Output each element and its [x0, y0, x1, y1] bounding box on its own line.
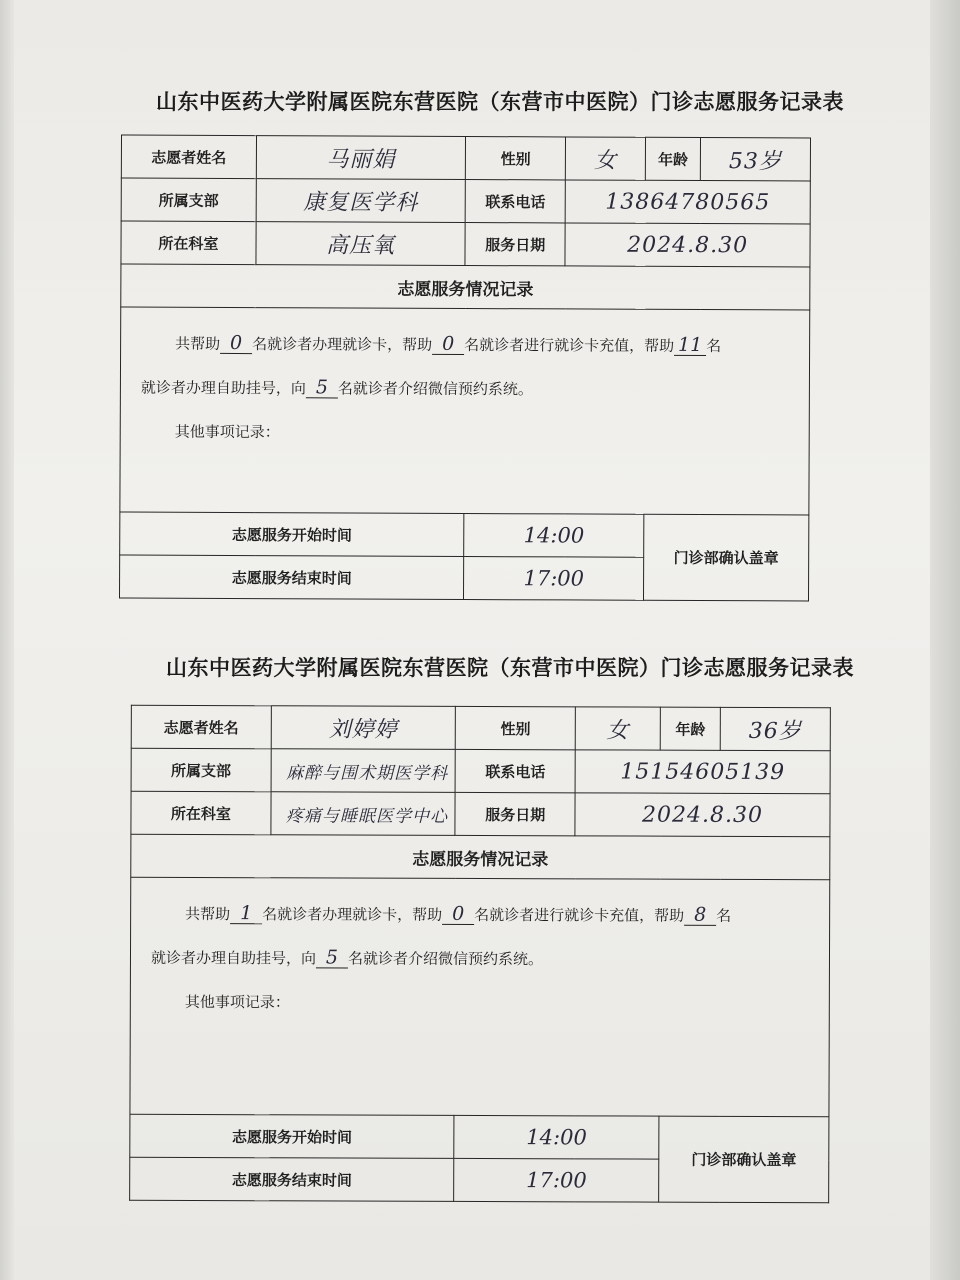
dept-value: 高压氧: [256, 222, 466, 266]
other-notes-label: 其他事项记录：: [184, 992, 290, 1012]
branch-label: 所属支部: [121, 178, 256, 222]
gender-value: 女: [575, 707, 660, 750]
name-label: 志愿者姓名: [131, 705, 271, 748]
dept-label: 所在科室: [121, 221, 256, 265]
age-label: 年龄: [645, 137, 700, 180]
date-value: 2024.8.30: [565, 223, 810, 267]
gender-label: 性别: [466, 137, 566, 180]
record-text: 名就诊者进行就诊卡充值，帮助: [474, 905, 685, 925]
record-text: 名就诊者办理就诊卡，帮助: [252, 335, 433, 354]
record-text: 就诊者办理自助挂号，向: [150, 948, 317, 968]
form-title: 山东中医药大学附属医院东营医院（东营市中医院）门诊志愿服务记录表: [156, 90, 844, 114]
stamp-label: 门诊部确认盖章: [659, 1116, 829, 1203]
count-wechat-intro: 5: [306, 377, 338, 398]
section-heading: 志愿服务情况记录: [121, 264, 810, 310]
end-time-value: 17:00: [454, 1158, 659, 1202]
record-text: 名就诊者介绍微信预约系统。: [347, 949, 544, 969]
count-self-registration: 8: [684, 905, 716, 926]
record-text: 名就诊者介绍微信预约系统。: [337, 379, 533, 399]
start-time-value: 14:00: [464, 513, 644, 557]
count-card-recharged: 0: [442, 904, 474, 925]
branch-value: 康复医学科: [256, 179, 466, 223]
end-time-label: 志愿服务结束时间: [130, 1157, 455, 1201]
date-label: 服务日期: [455, 792, 575, 835]
phone-value: 13864780565: [565, 180, 810, 224]
other-notes-label: 其他事项记录：: [174, 422, 280, 442]
end-time-value: 17:00: [464, 556, 644, 600]
gender-label: 性别: [456, 706, 576, 749]
phone-label: 联系电话: [455, 749, 575, 792]
record-text: 共帮助: [185, 904, 231, 924]
count-card-issued: 1: [230, 903, 262, 924]
record-form-1: [119, 134, 811, 601]
count-card-issued: 0: [220, 333, 252, 354]
page-edge-left: [0, 0, 14, 1280]
gender-value: 女: [565, 137, 645, 180]
age-value: 36岁: [720, 707, 830, 750]
age-label: 年龄: [660, 707, 720, 750]
name-value: 刘婷婷: [271, 706, 456, 750]
name-value: 马丽娟: [256, 136, 466, 180]
stamp-label: 门诊部确认盖章: [644, 514, 809, 601]
count-self-registration: 11: [674, 335, 706, 356]
record-text: 名: [706, 337, 722, 356]
section-heading: 志愿服务情况记录: [131, 834, 830, 879]
record-text: 名就诊者办理就诊卡，帮助: [262, 905, 443, 924]
date-value: 2024.8.30: [575, 793, 830, 837]
phone-label: 联系电话: [465, 180, 565, 223]
branch-label: 所属支部: [131, 748, 271, 791]
branch-value: 麻醉与围术期医学科: [271, 749, 456, 793]
start-time-value: 14:00: [454, 1115, 659, 1159]
form-title: 山东中医药大学附属医院东营医院（东营市中医院）门诊志愿服务记录表: [166, 656, 854, 680]
count-wechat-intro: 5: [316, 947, 348, 968]
page-edge-right: [930, 0, 960, 1280]
end-time-label: 志愿服务结束时间: [119, 555, 463, 600]
dept-label: 所在科室: [131, 791, 271, 834]
record-text: 名: [716, 906, 732, 925]
record-text: 就诊者办理自助挂号，向: [140, 378, 306, 398]
name-label: 志愿者姓名: [121, 135, 256, 179]
service-record-body: [130, 877, 830, 1116]
start-time-label: 志愿服务开始时间: [120, 512, 464, 557]
service-record-body: [120, 307, 810, 515]
start-time-label: 志愿服务开始时间: [130, 1114, 455, 1158]
count-card-recharged: 0: [432, 334, 464, 355]
record-form-2: [129, 705, 831, 1203]
record-text: 名就诊者进行就诊卡充值，帮助: [464, 335, 675, 355]
date-label: 服务日期: [465, 223, 565, 266]
record-text: 共帮助: [175, 334, 221, 353]
phone-value: 15154605139: [575, 750, 830, 794]
dept-value: 疼痛与睡眠医学中心: [271, 792, 456, 836]
age-value: 53岁: [700, 138, 810, 181]
